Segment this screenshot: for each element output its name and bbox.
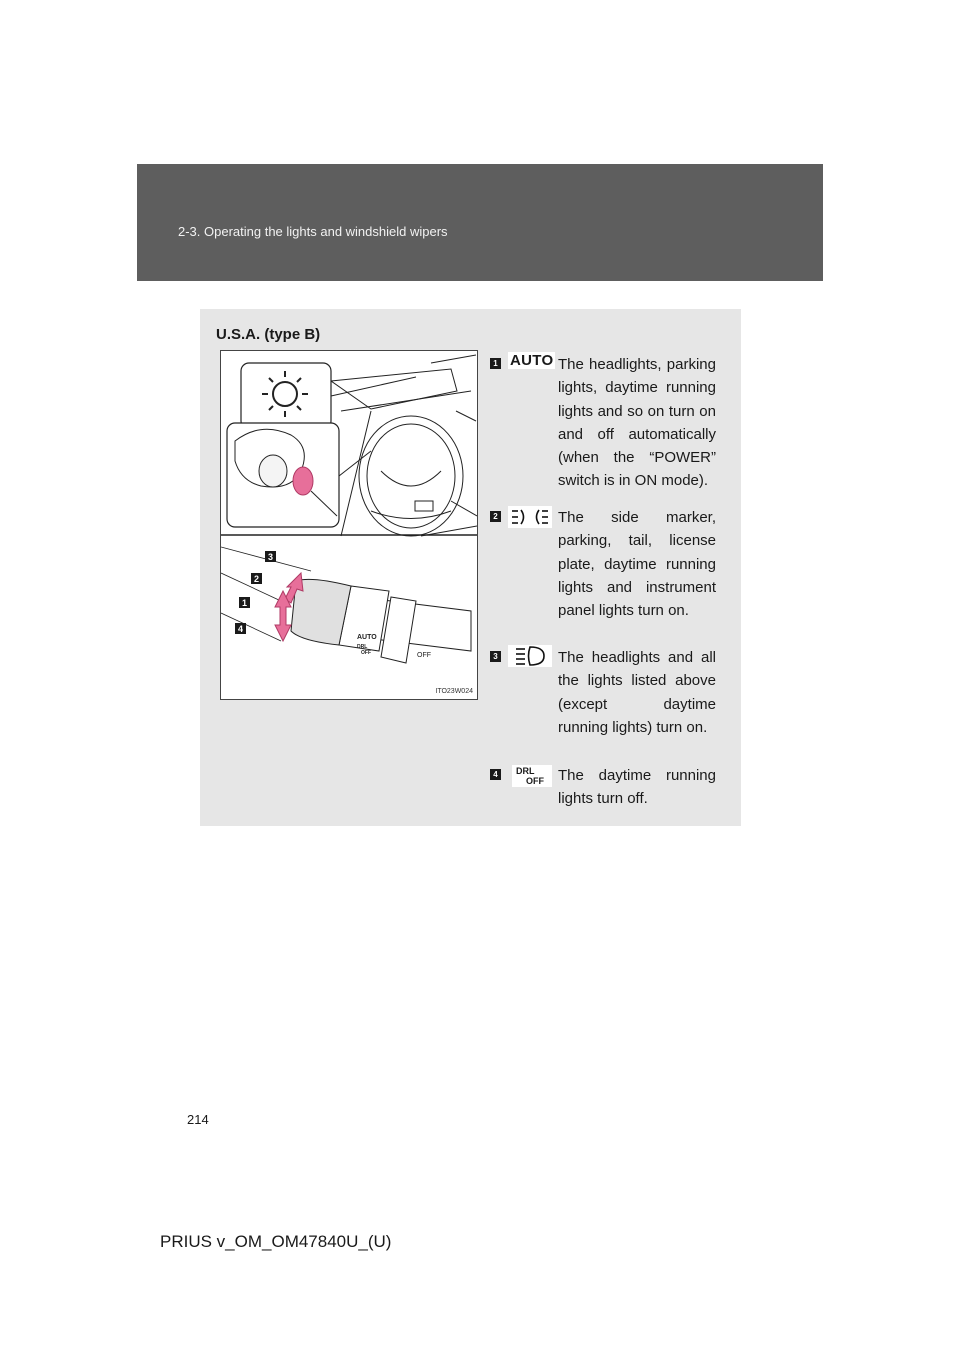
- callout-1: 1: [241, 598, 248, 608]
- section-title: 2-3. Operating the lights and windshield wipers: [178, 224, 448, 239]
- callout-3: 3: [267, 552, 274, 562]
- side-marker-lights-icon: [508, 506, 552, 528]
- figure-code: ITO23W024: [435, 688, 473, 695]
- light-bulb-inset: [241, 363, 416, 429]
- item-description: The headlights, parking lights, daytime running lights and so on turn on and off automatically (when the “POWER” switch is in ON mode).: [558, 356, 716, 490]
- callout-4: 4: [237, 624, 244, 634]
- switch-label-off: OFF: [417, 652, 431, 659]
- item-number: 3: [490, 651, 501, 662]
- box-title: U.S.A. (type B): [216, 326, 321, 343]
- item-number: 1: [490, 358, 501, 369]
- item-description: The headlights and all the lights listed above (except daytime running lights) turn on.: [558, 649, 716, 736]
- callout-2: 2: [253, 574, 260, 584]
- switch-label-drl-off: OFF: [361, 650, 371, 656]
- headlight-switch-illustration: [221, 351, 477, 699]
- item-description: The daytime running lights turn off.: [558, 767, 716, 808]
- section-header: [137, 164, 823, 281]
- hand-on-switch-inset: [227, 423, 371, 527]
- footer-text: PRIUS v_OM_OM47840U_(U): [160, 1232, 392, 1251]
- drl-off-symbol-top: DRL: [516, 766, 535, 776]
- item-number: 2: [490, 511, 501, 522]
- switch-label-drl: DRL: [357, 644, 368, 650]
- auto-symbol: AUTO: [510, 352, 554, 369]
- item-description: The side marker, parking, tail, license plate, daytime running lights and instrument panel lights turn on.: [558, 509, 716, 620]
- item-number: 4: [490, 769, 501, 780]
- figure-callouts: [235, 551, 276, 634]
- drl-off-symbol: [512, 765, 552, 787]
- drl-off-symbol-bottom: OFF: [526, 776, 544, 786]
- page-number: 214: [187, 1112, 209, 1127]
- switch-label-auto: AUTO: [357, 634, 377, 641]
- info-box: [200, 309, 741, 826]
- headlight-icon: [508, 645, 552, 667]
- headlight-switch-figure: [220, 350, 478, 700]
